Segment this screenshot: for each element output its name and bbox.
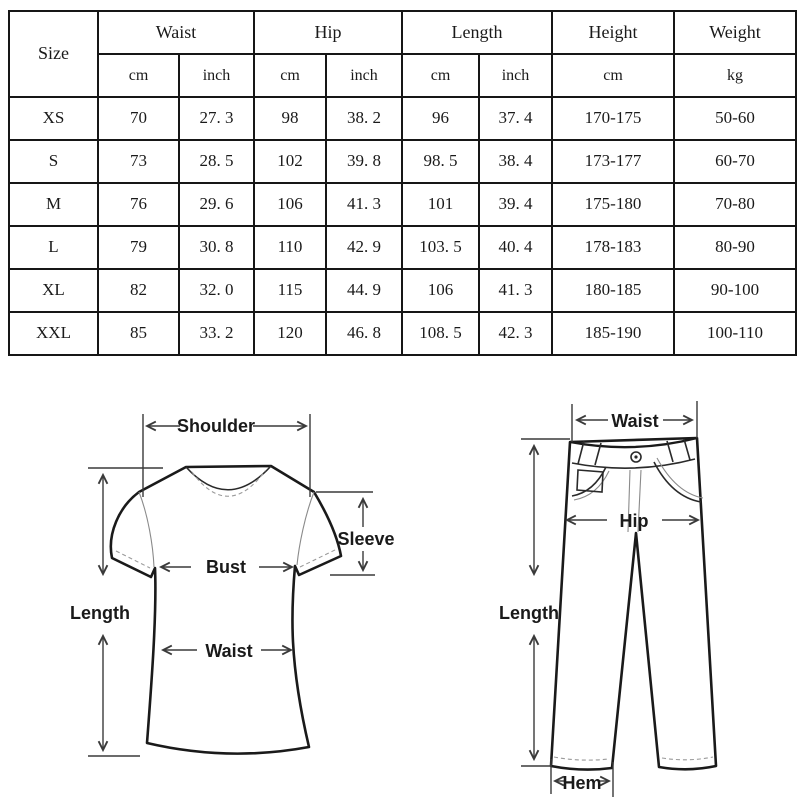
pants-waist-label: Waist — [611, 411, 659, 431]
col-header-size: Size — [9, 11, 98, 97]
table-row — [9, 269, 796, 312]
value-cell: 170-175 — [552, 97, 674, 140]
value-cell: 33. 2 — [179, 312, 254, 355]
value-cell: 70-80 — [674, 183, 796, 226]
value-cell: 79 — [98, 226, 179, 269]
value-cell: 70 — [98, 97, 179, 140]
col-header-waist: Waist — [98, 11, 254, 54]
col-header-weight: Weight — [674, 11, 796, 54]
value-cell: 85 — [98, 312, 179, 355]
value-cell: 110 — [254, 226, 326, 269]
unit-hip-inch: inch — [326, 54, 402, 97]
value-cell: 50-60 — [674, 97, 796, 140]
value-cell: 98 — [254, 97, 326, 140]
value-cell: 40. 4 — [479, 226, 552, 269]
pants-drawing — [551, 438, 716, 770]
value-cell: 41. 3 — [479, 269, 552, 312]
pants-waist-measure — [572, 401, 697, 442]
value-cell: 42. 9 — [326, 226, 402, 269]
value-cell: 180-185 — [552, 269, 674, 312]
value-cell: 100-110 — [674, 312, 796, 355]
value-cell: 39. 4 — [479, 183, 552, 226]
value-cell: 28. 5 — [179, 140, 254, 183]
value-cell: 80-90 — [674, 226, 796, 269]
value-cell: 175-180 — [552, 183, 674, 226]
value-cell: 27. 3 — [179, 97, 254, 140]
tshirt-drawing — [111, 466, 341, 754]
value-cell: 96 — [402, 97, 479, 140]
size-cell: XXL — [9, 312, 98, 355]
shirt-waist-label: Waist — [205, 641, 253, 661]
value-cell: 173-177 — [552, 140, 674, 183]
value-cell: 73 — [98, 140, 179, 183]
table-row — [9, 97, 796, 140]
value-cell: 120 — [254, 312, 326, 355]
value-cell: 44. 9 — [326, 269, 402, 312]
value-cell: 60-70 — [674, 140, 796, 183]
table-row — [9, 312, 796, 355]
unit-hip-cm: cm — [254, 54, 326, 97]
value-cell: 32. 0 — [179, 269, 254, 312]
value-cell: 46. 8 — [326, 312, 402, 355]
size-table — [8, 10, 797, 356]
col-header-length: Length — [402, 11, 552, 54]
value-cell: 102 — [254, 140, 326, 183]
value-cell: 38. 2 — [326, 97, 402, 140]
value-cell: 106 — [254, 183, 326, 226]
pants-measurement-diagram — [460, 390, 800, 800]
unit-length-cm: cm — [402, 54, 479, 97]
value-cell: 30. 8 — [179, 226, 254, 269]
shirt-bust-label: Bust — [206, 557, 246, 577]
value-cell: 37. 4 — [479, 97, 552, 140]
pants-hip-label: Hip — [619, 511, 649, 531]
value-cell: 108. 5 — [402, 312, 479, 355]
value-cell: 90-100 — [674, 269, 796, 312]
value-cell: 101 — [402, 183, 479, 226]
unit-waist-inch: inch — [179, 54, 254, 97]
pants-hem-label: Hem — [562, 773, 602, 793]
size-cell: S — [9, 140, 98, 183]
size-cell: XS — [9, 97, 98, 140]
shirt-measurement-diagram — [40, 390, 410, 800]
col-header-hip: Hip — [254, 11, 402, 54]
value-cell: 115 — [254, 269, 326, 312]
size-table-body — [9, 97, 796, 355]
value-cell: 41. 3 — [326, 183, 402, 226]
value-cell: 106 — [402, 269, 479, 312]
unit-weight-kg: kg — [674, 54, 796, 97]
unit-height-cm: cm — [552, 54, 674, 97]
value-cell: 39. 8 — [326, 140, 402, 183]
shirt-length-label: Length — [70, 603, 130, 623]
value-cell: 98. 5 — [402, 140, 479, 183]
value-cell: 29. 6 — [179, 183, 254, 226]
pants-length-label: Length — [499, 603, 559, 623]
value-cell: 185-190 — [552, 312, 674, 355]
unit-length-inch: inch — [479, 54, 552, 97]
value-cell: 178-183 — [552, 226, 674, 269]
size-cell: L — [9, 226, 98, 269]
value-cell: 42. 3 — [479, 312, 552, 355]
size-cell: M — [9, 183, 98, 226]
table-row — [9, 183, 796, 226]
value-cell: 38. 4 — [479, 140, 552, 183]
table-row — [9, 226, 796, 269]
shirt-sleeve-label: Sleeve — [337, 529, 395, 549]
size-cell: XL — [9, 269, 98, 312]
value-cell: 76 — [98, 183, 179, 226]
unit-waist-cm: cm — [98, 54, 179, 97]
col-header-height: Height — [552, 11, 674, 54]
shirt-shoulder-label: Shoulder — [176, 416, 256, 436]
table-row — [9, 140, 796, 183]
value-cell: 82 — [98, 269, 179, 312]
value-cell: 103. 5 — [402, 226, 479, 269]
